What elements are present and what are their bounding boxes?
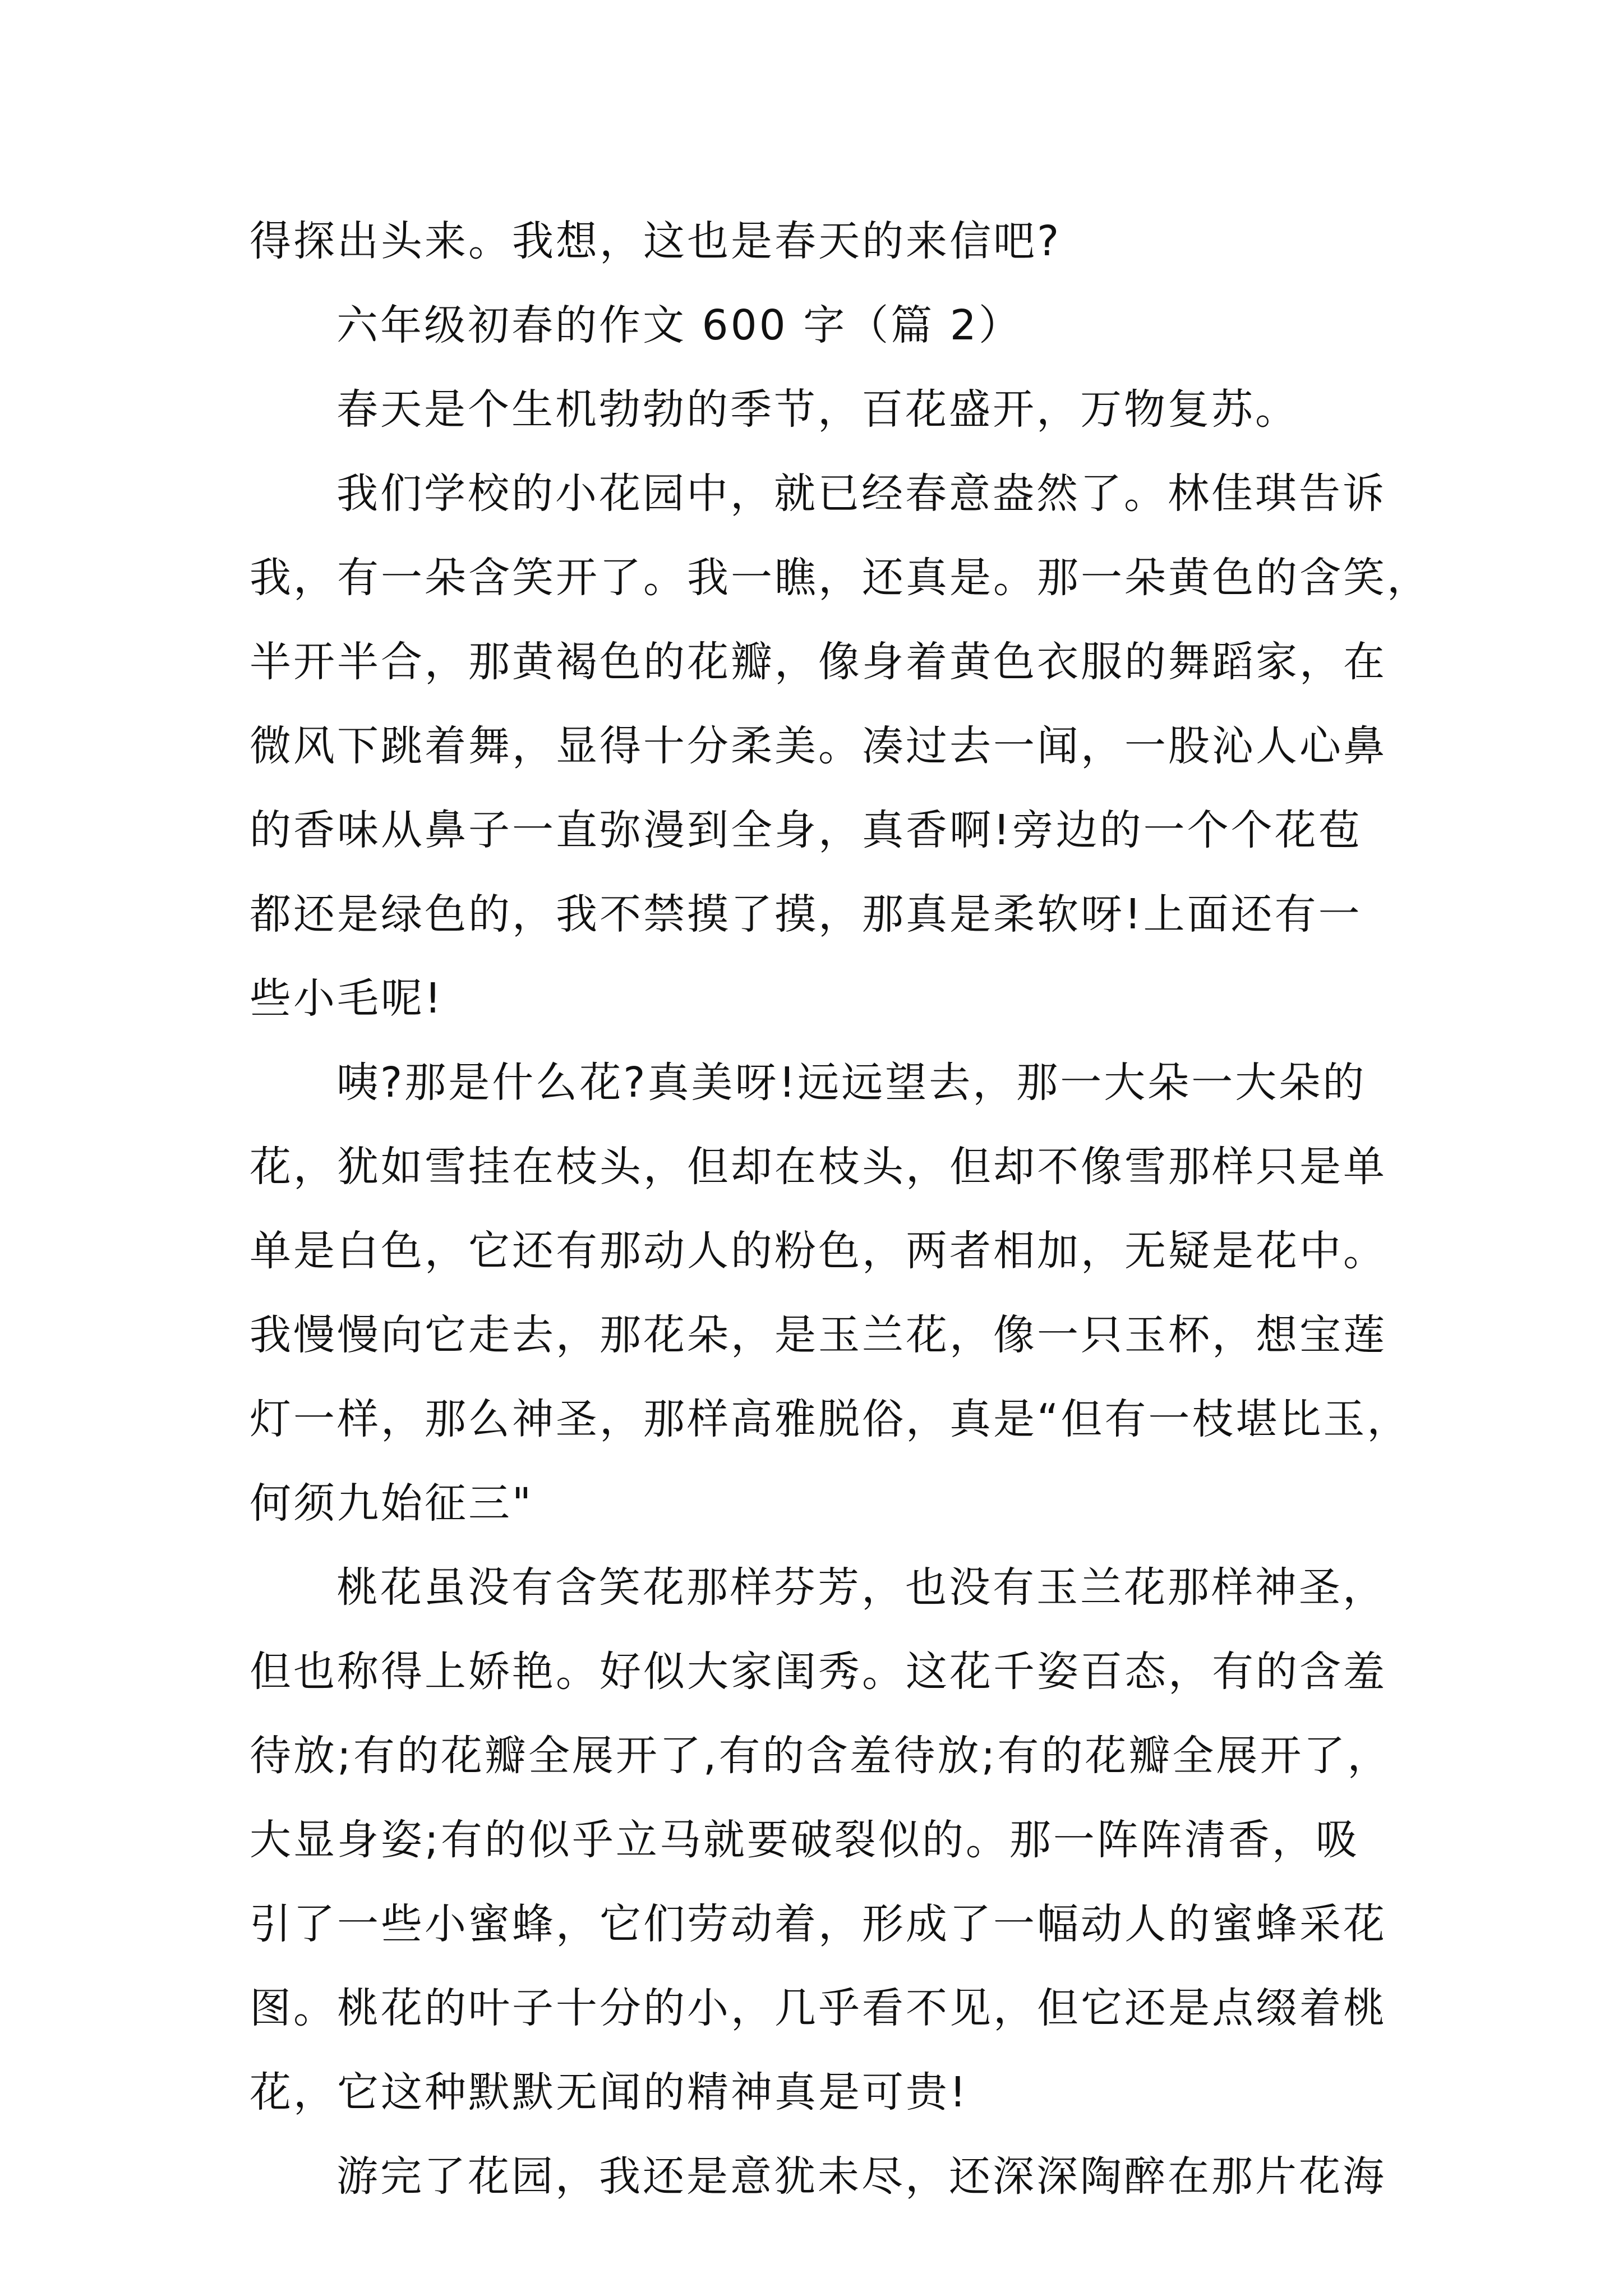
text-line: 花，它这种默默无闻的精神真是可贵! bbox=[250, 2068, 969, 2116]
text-line: 但也称得上娇艳。好似大家闺秀。这花千姿百态，有的含羞 bbox=[250, 1648, 1387, 1696]
text-line: 的香味从鼻子一直弥漫到全身，真香啊!旁边的一个个花苞 bbox=[250, 806, 1362, 854]
text-line: 花，犹如雪挂在枝头，但却在枝头，但却不像雪那样只是单 bbox=[250, 1143, 1387, 1191]
text-line: 图。桃花的叶子十分的小，几乎看不见，但它还是点缀着桃 bbox=[250, 1984, 1387, 2032]
text-line: 微风下跳着舞，显得十分柔美。凑过去一闻，一股沁人心鼻 bbox=[250, 722, 1387, 770]
text-line: 灯一样，那么神圣，那样高雅脱俗，真是“但有一枝堪比玉， bbox=[250, 1395, 1411, 1443]
text-line: 得探出头来。我想，这也是春天的来信吧? bbox=[250, 217, 1062, 265]
text-line: 大显身姿;有的似乎立马就要破裂似的。那一阵阵清香，吸 bbox=[250, 1816, 1359, 1864]
text-line: 咦?那是什么花?真美呀!远远望去，那一大朵一大朵的 bbox=[336, 1059, 1367, 1107]
text-line: 春天是个生机勃勃的季节，百花盛开，万物复苏。 bbox=[336, 385, 1299, 434]
section-heading: 六年级初春的作文 600 字（篇 2） bbox=[336, 301, 1022, 349]
text-line: 单是白色，它还有那动人的粉色，两者相加，无疑是花中。 bbox=[250, 1227, 1387, 1275]
text-line: 我，有一朵含笑开了。我一瞧，还真是。那一朵黄色的含笑， bbox=[250, 554, 1431, 602]
text-line: 何须九始征三" bbox=[250, 1479, 534, 1527]
text-line: 桃花虽没有含笑花那样芬芳，也没有玉兰花那样神圣， bbox=[336, 1563, 1386, 1612]
text-line: 我们学校的小花园中，就已经春意盎然了。林佳琪告诉 bbox=[336, 470, 1386, 518]
text-line: 我慢慢向它走去，那花朵，是玉兰花，像一只玉杯，想宝莲 bbox=[250, 1311, 1387, 1359]
text-line: 待放;有的花瓣全展开了,有的含羞待放;有的花瓣全展开了， bbox=[250, 1732, 1391, 1780]
text-line: 半开半合，那黄褐色的花瓣，像身着黄色衣服的舞蹈家，在 bbox=[250, 638, 1387, 686]
text-line: 都还是绿色的，我不禁摸了摸，那真是柔软呀!上面还有一 bbox=[250, 890, 1362, 938]
text-line: 游完了花园，我还是意犹未尽，还深深陶醉在那片花海 bbox=[336, 2152, 1386, 2201]
text-line: 引了一些小蜜蜂，它们劳动着，形成了一幅动人的蜜蜂采花 bbox=[250, 1900, 1387, 1948]
text-line: 些小毛呢! bbox=[250, 974, 444, 1023]
